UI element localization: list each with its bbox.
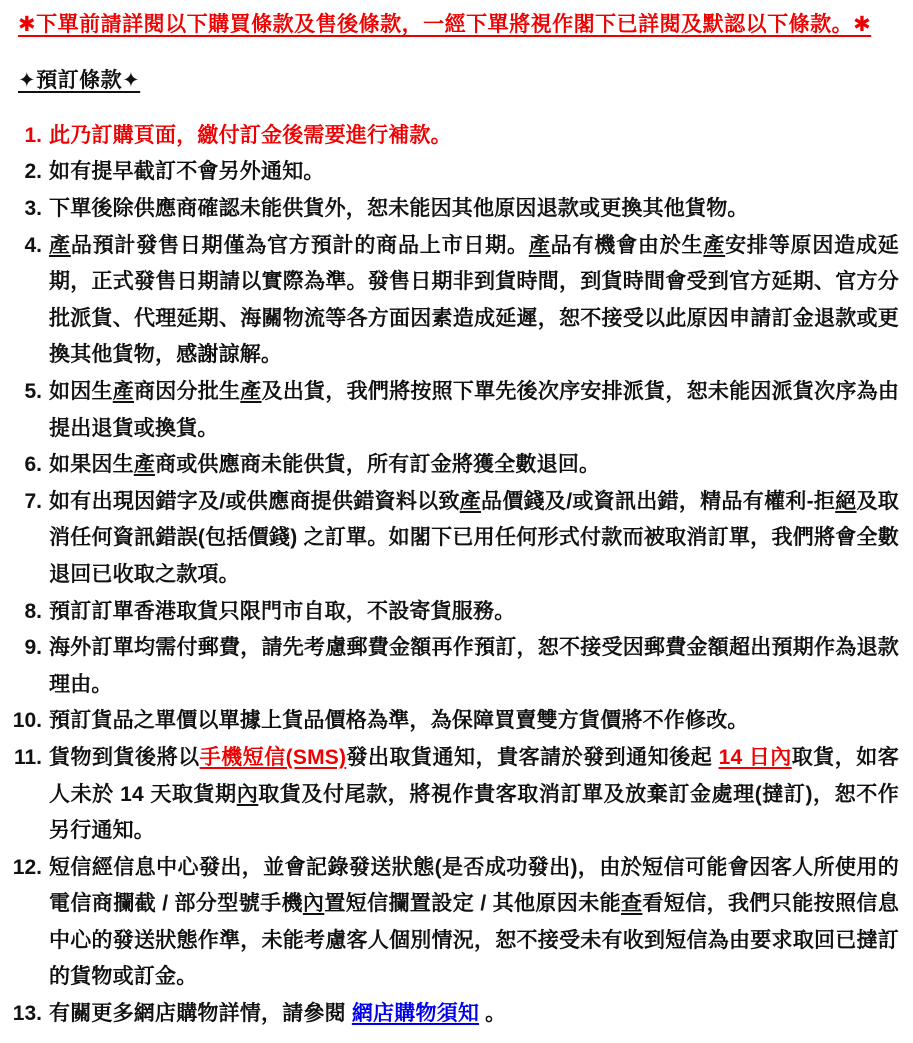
text-segment: 。 [479,1002,507,1026]
text-segment: 取貨及付尾款，將視作貴客取消訂單及放棄訂金處理(撻訂)，恕不作另行通知。 [49,782,899,843]
text-segment: 產 [703,233,726,257]
terms-item-5 [10,374,899,447]
text-segment: 預訂貨品之單價以單據上貨品價格為準，為保障買賣雙方貨價將不作修改。 [49,709,749,733]
item-number: 12. [12,855,42,879]
shop-guide-link[interactable]: 網店購物須知 [351,1002,480,1026]
item-text [49,191,899,228]
text-segment: 產 [133,453,156,477]
item-number: 11. [13,745,42,769]
text-segment: 短信經信息中心發出，並會記錄發送狀態(是否成功發出)，由於短信可能會因客人所使用的電信商攔截 / 部分型號手機 [49,855,899,916]
text-segment: 手機短信(SMS) [199,745,347,769]
text-segment: 預訂訂單香港取貨只限門市自取，不設寄貨服務。 [49,599,516,623]
item-number: 6. [24,453,42,477]
text-segment: 貨物到貨後將以 [49,745,200,769]
pre-order-warning-heading: ✱下單前請詳閱以下購買條款及售後條款，一經下單將視作閣下已詳閱及默認以下條款。✱ [18,13,872,36]
text-segment: 產 [49,233,71,257]
terms-item-11 [10,740,899,850]
item-number: 9. [24,636,42,660]
terms-list [10,118,899,1033]
item-number: 3. [24,197,42,221]
text-segment: 有關更多網店購物詳情，請參閱 [49,1002,352,1026]
item-number: 2. [24,160,42,184]
item-number: 4. [24,233,42,257]
item-text [49,154,899,191]
item-text [49,118,899,155]
text-segment: 此乃訂購頁面，繳付訂金後需要進行補款。 [49,123,452,147]
text-segment: 產 [459,489,482,513]
terms-item-9 [10,630,899,703]
terms-item-10 [10,703,899,740]
text-segment: 品有機會由於生 [550,233,704,257]
text-segment: 如果因生 [49,453,134,477]
terms-item-8 [10,594,899,631]
text-segment: 安排等原因造成延期，正式發售日期請以實際為準。發售日期非到貨時間，到貨時間會受到官方延期、官方分批派貨、代理延期、海關物流等各方面因素造成延遲，恕不接受以此原因申請訂金退款或更換其他貨物，感謝諒解。 [49,233,899,367]
terms-item-2 [10,154,899,191]
text-segment: 及出貨，我們將按照下單先後次序安排派貨，恕未能因派貨次序為由提出退貨或換貨。 [49,379,900,440]
text-segment: 產 [240,379,262,403]
item-text [49,703,899,740]
text-segment: 內 [236,782,259,806]
item-number: 7. [24,489,42,513]
text-segment: 品預計發售日期僅為官方預計的商品上市日期。 [70,233,529,257]
item-text [49,740,899,850]
item-text [49,447,899,484]
text-segment: 及取消任何資訊錯誤(包括價錢) 之訂單。如閣下已用任何形式付款而被取消訂單，我們將會全數退回已收取之款項。 [49,489,899,586]
text-segment: 產 [112,379,135,403]
text-segment: 查 [621,892,643,916]
terms-item-4 [10,228,899,374]
terms-item-1 [10,118,899,155]
text-segment: 置短信攔置設定 / 其他原因未能 [324,892,622,916]
text-segment: 下單後除供應商確認未能供貨外，恕未能因其他原因退款或更換其他貨物。 [49,197,749,221]
item-text [49,630,899,703]
text-segment: 如有提早截訂不會另外通知。 [49,160,325,184]
terms-document [10,10,899,1033]
text-segment: 內 [302,892,325,916]
text-segment: 品價錢及/或資訊出錯，精品有權利-拒 [481,489,836,513]
item-number: 13. [12,1002,42,1026]
text-segment: 商或供應商未能供貨，所有訂金將獲全數退回。 [155,453,601,477]
item-text [49,850,899,996]
item-number: 1. [24,123,42,147]
item-text [49,228,899,374]
text-segment: 取貨，如客人未於 14 天取貨期 [49,745,899,806]
item-text [49,594,899,631]
item-number: 10. [12,709,42,733]
text-segment: 看短信，我們只能按照信息中心的發送狀態作準，未能考慮客人個別情況，恕不接受未有收到短信為由要求取回已撻訂的貨物或訂金。 [49,892,900,989]
item-number: 5. [24,379,42,403]
terms-item-13 [10,996,899,1033]
text-segment: 14 日內 [718,745,792,769]
item-text [49,374,899,447]
text-segment: 發出取貨通知，貴客請於發到通知後起 [346,745,719,769]
item-text [49,484,899,594]
terms-item-12 [10,850,899,996]
text-segment: 海外訂單均需付郵費，請先考慮郵費金額再作預訂，恕不接受因郵費金額超出預期作為退款理由。 [49,636,899,696]
terms-item-6 [10,447,899,484]
terms-item-3 [10,191,899,228]
text-segment: 如因生 [49,379,113,403]
terms-item-7 [10,484,899,594]
item-number: 8. [24,599,42,623]
text-segment: 商因分批生 [134,379,241,403]
text-segment: 絕 [835,489,857,513]
text-segment: 產 [528,233,551,257]
item-text [49,996,899,1033]
section-title-preorder-terms: ✦預訂條款✦ [18,69,141,93]
text-segment: 如有出現因錯字及/或供應商提供錯資料以致 [49,489,460,513]
